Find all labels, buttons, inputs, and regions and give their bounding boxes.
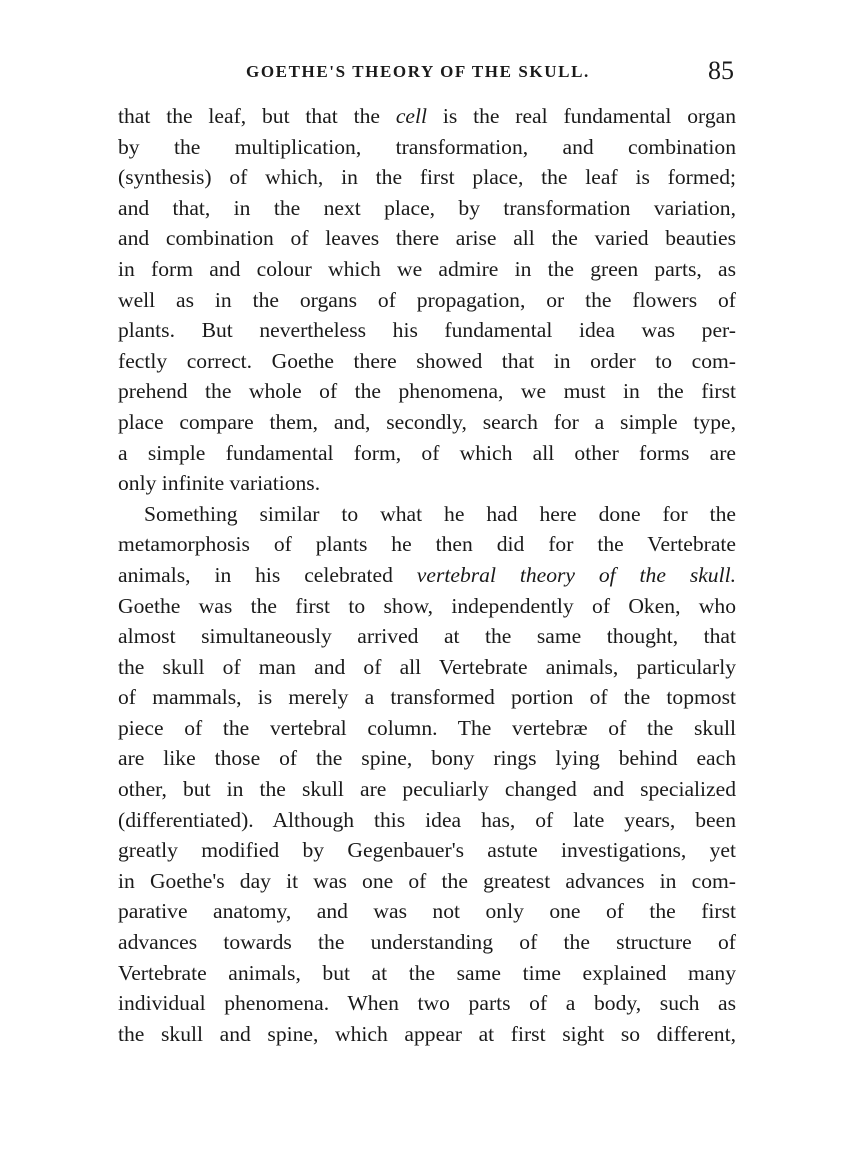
text-line: (synthesis) of which, in the first place, the leaf is formed; bbox=[118, 165, 736, 190]
text-line: piece of the vertebral column. The vertebræ of the skull bbox=[118, 715, 736, 740]
text-line: Goethe was the first to show, independently of Oken, who bbox=[118, 593, 736, 618]
running-head bbox=[118, 56, 736, 90]
text-line: a simple fundamental form, of which all other forms are bbox=[118, 440, 736, 465]
text-line: in Goethe's day it was one of the greatest advances in com- bbox=[118, 868, 736, 893]
text-line: almost simultaneously arrived at the same thought, that bbox=[118, 624, 736, 649]
text-line: and that, in the next place, by transformation variation, bbox=[118, 195, 736, 220]
text-line: other, but in the skull are peculiarly changed and specialized bbox=[118, 777, 736, 802]
text-line: greatly modified by Gegenbauer's astute investigations, yet bbox=[118, 838, 736, 863]
text-line: the skull and spine, which appear at first sight so different, bbox=[118, 1021, 736, 1046]
text-line: metamorphosis of plants he then did for the Vertebrate bbox=[118, 532, 736, 557]
text-line-paragraph-start: Something similar to what he had here done for the bbox=[144, 501, 736, 526]
text-line: individual phenomena. When two parts of a body, such as bbox=[118, 991, 736, 1016]
text-line: advances towards the understanding of the structure of bbox=[118, 930, 736, 955]
text-line: and combination of leaves there arise all the varied beauties bbox=[118, 226, 736, 251]
text-line: Vertebrate animals, but at the same time explained many bbox=[118, 960, 736, 985]
text-line: that the leaf, but that the cell is the real fundamental organ bbox=[118, 104, 736, 128]
text-line-paragraph-end: only infinite variations. bbox=[118, 471, 321, 496]
text-line: by the multiplication, transformation, and combination bbox=[118, 134, 736, 159]
text-line: (differentiated). Although this idea has, of late years, been bbox=[118, 807, 736, 832]
text-line: of mammals, is merely a transformed portion of the topmost bbox=[118, 685, 736, 710]
text-line: plants. But nevertheless his fundamental idea was per- bbox=[118, 318, 736, 343]
running-title: GOETHE'S THEORY OF THE SKULL. bbox=[246, 62, 590, 81]
text-line: animals, in his celebrated vertebral theory of the skull. bbox=[118, 562, 736, 587]
body-text bbox=[118, 101, 736, 1049]
text-line: the skull of man and of all Vertebrate animals, particularly bbox=[118, 654, 736, 679]
text-line: well as in the organs of propagation, or the flowers of bbox=[118, 287, 736, 312]
text-line: parative anatomy, and was not only one of the first bbox=[118, 899, 736, 924]
page-number: 85 bbox=[708, 56, 734, 85]
text-line: prehend the whole of the phenomena, we must in the first bbox=[118, 379, 736, 404]
text-line: place compare them, and, secondly, search for a simple type, bbox=[118, 409, 736, 434]
text-line: are like those of the spine, bony rings lying behind each bbox=[118, 746, 736, 771]
text-line: in form and colour which we admire in the green parts, as bbox=[118, 256, 736, 281]
text-line: fectly correct. Goethe there showed that in order to com- bbox=[118, 348, 736, 373]
